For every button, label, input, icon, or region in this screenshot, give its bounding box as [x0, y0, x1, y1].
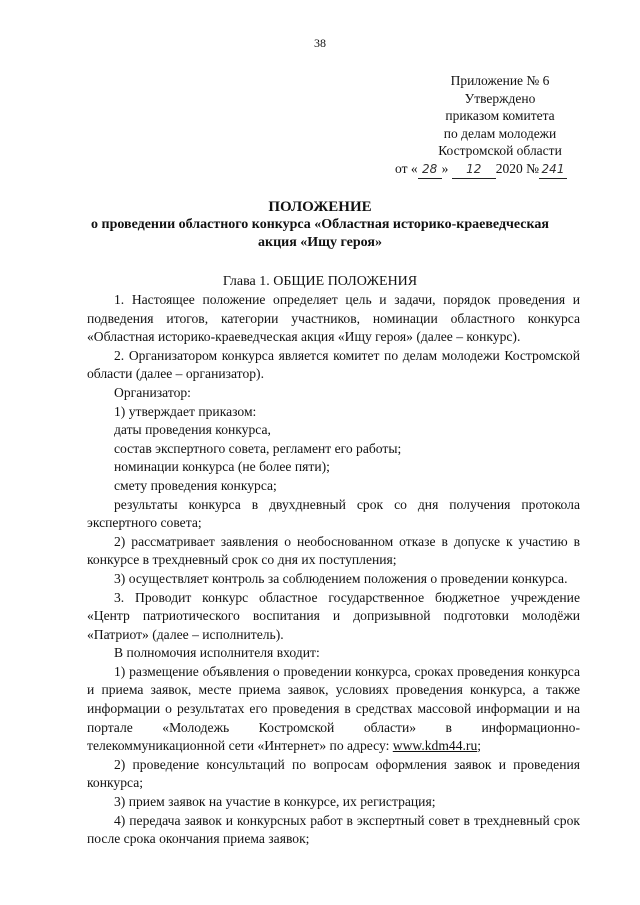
- title-subheading-2: акция «Ищу героя»: [258, 235, 382, 250]
- paragraph-3: Организатор:: [114, 384, 191, 400]
- document-body: [87, 291, 580, 849]
- approval-appendix: Приложение № 6: [450, 73, 550, 88]
- paragraph-2: 2. Организатором конкурса является комитет по делам молодежи Костромской области (далее – организатор).: [87, 347, 580, 382]
- paragraph-15: 2) проведение консультаций по вопросам оформления заявок и проведения конкурса;: [87, 756, 580, 791]
- paragraph-14: [87, 663, 580, 756]
- date-sep: »: [441, 160, 449, 176]
- paragraph-13: В полномочия исполнителя входит:: [114, 645, 320, 661]
- paragraph-7: номинации конкурса (не более пяти);: [114, 459, 330, 475]
- paragraph-14-text: 1) размещение объявления о проведении конкурса, сроках проведения конкурса и приема заявок, месте приема заявок, условиях проведения конкурса, а также информации о результатах его проведения в средствах массовой информации и на портале «Молодежь Костромской области» в информационно-телекоммуникационной сети «Интернет» по адресу:: [87, 663, 580, 754]
- approval-order: приказом комитета: [445, 108, 555, 123]
- paragraph-1: 1. Настоящее положение определяет цель и задачи, порядок проведения и подведения итогов, категории участников, номинации областного конкурса «Областная историко-краеведческая акция «Ищу героя» (далее – конкурс).: [87, 292, 580, 345]
- date-prefix: от «: [395, 160, 418, 176]
- date-year: 2020 №: [495, 160, 539, 176]
- page-number: 38: [314, 36, 326, 50]
- chapter-heading: Глава 1. ОБЩИЕ ПОЛОЖЕНИЯ: [222, 274, 418, 289]
- paragraph-6: состав экспертного совета, регламент его работы;: [114, 440, 402, 456]
- paragraph-8: смету проведения конкурса;: [114, 477, 277, 493]
- document-title: [60, 198, 580, 252]
- approval-committee: по делам молодежи: [443, 125, 557, 141]
- date-day: 28: [418, 161, 442, 180]
- title-heading: ПОЛОЖЕНИЕ: [268, 199, 372, 215]
- approval-approved: Утверждено: [464, 90, 536, 106]
- paragraph-12: 3. Проводит конкурс областное государственное бюджетное учреждение «Центр патриотического воспитания и допризывной подготовки молодёжи «Патриот» (далее – исполнитель).: [87, 589, 580, 642]
- paragraph-16: 3) прием заявок на участие в конкурсе, их регистрация;: [114, 794, 436, 810]
- approval-region: Костромской области: [438, 143, 562, 158]
- order-number: 241: [539, 161, 567, 180]
- date-month: 12: [452, 161, 496, 180]
- paragraph-14-end: ;: [477, 738, 482, 754]
- paragraph-17: 4) передача заявок и конкурсных работ в экспертный совет в трехдневный срок после срока окончания приема заявок;: [87, 812, 580, 847]
- paragraph-10: 2) рассматривает заявления о необоснованном отказе в допуске к участию в конкурсе в трехдневный срок со дня их поступления;: [87, 533, 580, 568]
- paragraph-9: результаты конкурса в двухдневный срок со дня получения протокола экспертного совета;: [87, 496, 580, 531]
- paragraph-4: 1) утверждает приказом:: [114, 403, 257, 419]
- approval-date-line: [395, 160, 605, 180]
- title-subheading-1: о проведении областного конкурса «Областная историко-краеведческая: [91, 217, 549, 232]
- paragraph-5: даты проведения конкурса,: [114, 422, 271, 438]
- paragraph-11: 3) осуществляет контроль за соблюдением положения о проведении конкурса.: [114, 570, 568, 586]
- approval-block: [395, 72, 605, 179]
- portal-link[interactable]: www.kdm44.ru: [392, 738, 478, 754]
